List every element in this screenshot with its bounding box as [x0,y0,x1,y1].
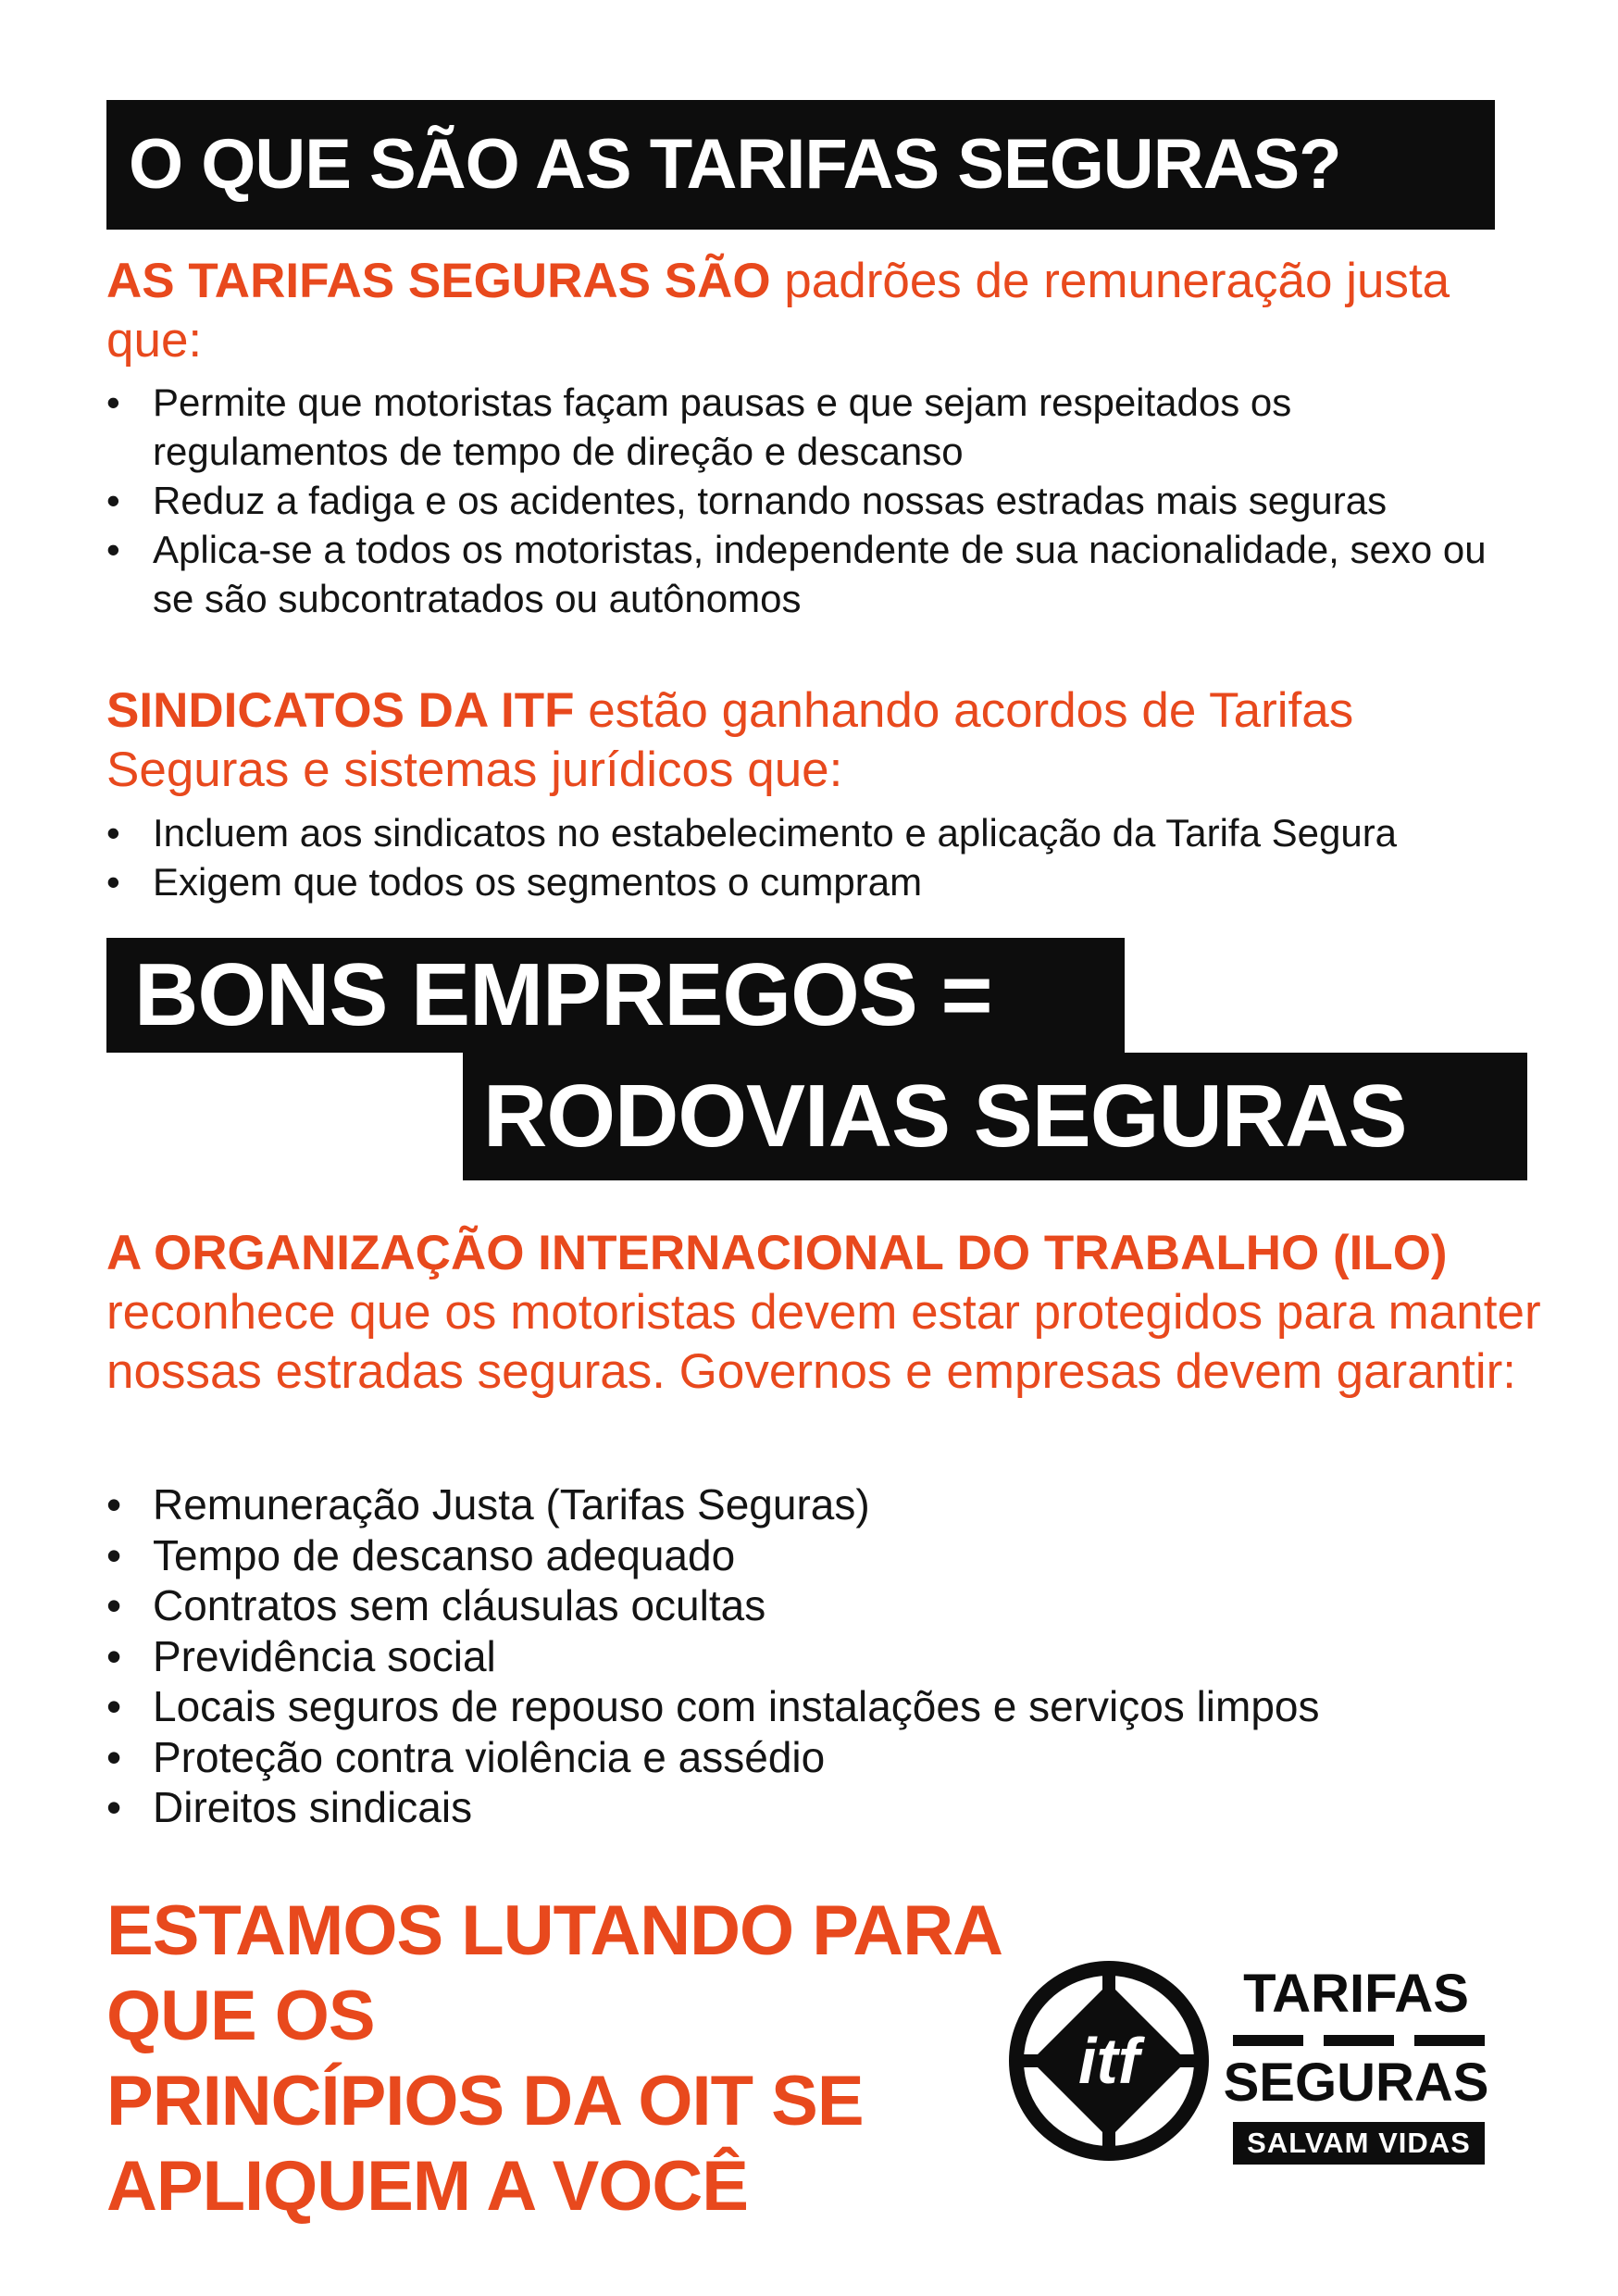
list-item: • Reduz a fadiga e os acidentes, tornando nossas estradas mais seguras [106,476,1523,525]
list-item: • Proteção contra violência e assédio [106,1732,1550,1783]
itf-logo [1007,1959,1211,2163]
section3-bullets [106,1479,1550,1833]
section2-lead-bold: SINDICATOS DA ITF [106,683,575,738]
list-item: • Aplica-se a todos os motoristas, independente de sua nacionalidade, sexo ou se são subcontratados ou autônomos [106,525,1523,623]
section2-bullets [106,808,1550,906]
list-item: • Previdência social [106,1631,1550,1682]
section1-bullets [106,378,1523,623]
itf-logo-text: itf [1077,2025,1140,2097]
section1-lead [106,252,1513,370]
section3-lead-rest: reconhece que os motoristas devem estar protegidos para manter nossas estradas seguras. Governos e empresas devem garantir: [106,1285,1541,1399]
section1-lead-bold: AS TARIFAS SEGURAS SÃO [106,254,771,308]
list-item: • Remuneração Justa (Tarifas Seguras) [106,1479,1550,1530]
list-item: • Direitos sindicais [106,1782,1550,1833]
section3-lead-bold: A ORGANIZAÇÃO INTERNACIONAL DO TRABALHO (ILO) [106,1226,1448,1280]
logo-tagline: SALVAM VIDAS [1233,2122,1485,2165]
closing-line1: ESTAMOS LUTANDO PARA QUE OS [106,1891,1001,2055]
section2-lead-rest: estão ganhando acordos de Tarifas Seguras e sistemas jurídicos que: [106,683,1354,797]
banner-line1: BONS EMPREGOS = [106,938,1125,1053]
closing-line2: PRINCÍPIOS DA OIT SE [106,2062,864,2140]
list-item: • Incluem aos sindicatos no estabelecimento e aplicação da Tarifa Segura [106,808,1550,857]
section2-lead [106,681,1523,800]
closing-statement [106,1889,1032,2229]
list-item: • Locais seguros de repouso com instalações e serviços limpos [106,1681,1550,1732]
list-item: • Exigem que todos os segmentos o cumpram [106,857,1550,906]
section3-lead [106,1224,1550,1402]
section1-heading: O QUE SÃO AS TARIFAS SEGURAS? [106,100,1495,230]
banner-line2: RODOVIAS SEGURAS [463,1053,1527,1180]
list-item: • Permite que motoristas façam pausas e que sejam respeitados os regulamentos de tempo de direção e descanso [106,378,1523,476]
section1-lead-rest: padrões de remuneração justa que: [106,254,1450,368]
logo-word-tarifas: TARIFAS [1243,1964,1469,2024]
closing-line3: APLIQUEM A VOCÊ [106,2147,748,2226]
list-item: • Tempo de descanso adequado [106,1530,1550,1581]
logo-word-seguras: SEGURAS [1223,2053,1489,2113]
logo-dash-divider [1233,2035,1485,2046]
list-item: • Contratos sem cláusulas ocultas [106,1580,1550,1631]
